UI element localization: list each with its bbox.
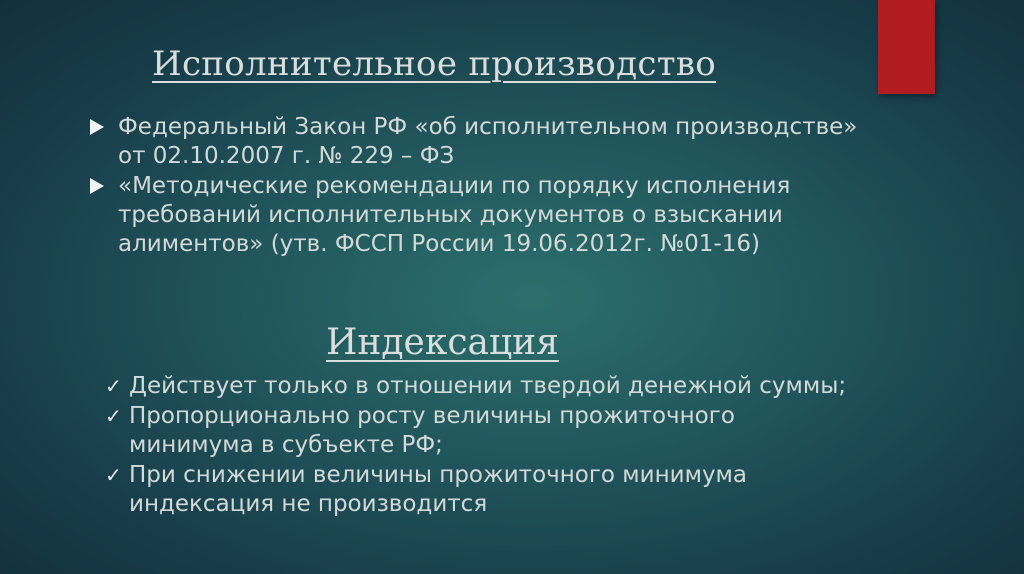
indexation-point <box>105 461 865 519</box>
indexation-point-text: Пропорционально росту величины прожиточного минимума в субъекте РФ; <box>129 403 735 458</box>
indexation-points-list <box>105 372 865 520</box>
law-item-text: «Методические рекомендации по порядку исполнения требований исполнительных документов о взыскании алиментов» (утв. ФССП России 19.06.2012г. №01-16) <box>118 173 791 257</box>
indexation-point-text: Действует только в отношении твердой денежной суммы; <box>129 373 847 399</box>
check-icon: ✓ <box>105 404 122 428</box>
section-title: Индексация <box>326 322 559 363</box>
slide-title: Исполнительное производство <box>152 44 717 84</box>
law-item <box>88 172 868 259</box>
triangle-bullet-icon <box>90 119 104 135</box>
indexation-point <box>105 402 865 460</box>
indexation-point <box>105 372 865 401</box>
check-icon: ✓ <box>105 463 122 487</box>
law-item-text: Федеральный Закон РФ «об исполнительном производстве» от 02.10.2007 г. № 229 – ФЗ <box>118 114 858 169</box>
red-accent-tab <box>878 0 935 94</box>
check-icon: ✓ <box>105 374 122 398</box>
laws-list <box>88 113 868 260</box>
indexation-point-text: При снижении величины прожиточного минимума индексация не производится <box>129 462 748 517</box>
law-item <box>88 113 868 171</box>
triangle-bullet-icon <box>90 178 104 194</box>
